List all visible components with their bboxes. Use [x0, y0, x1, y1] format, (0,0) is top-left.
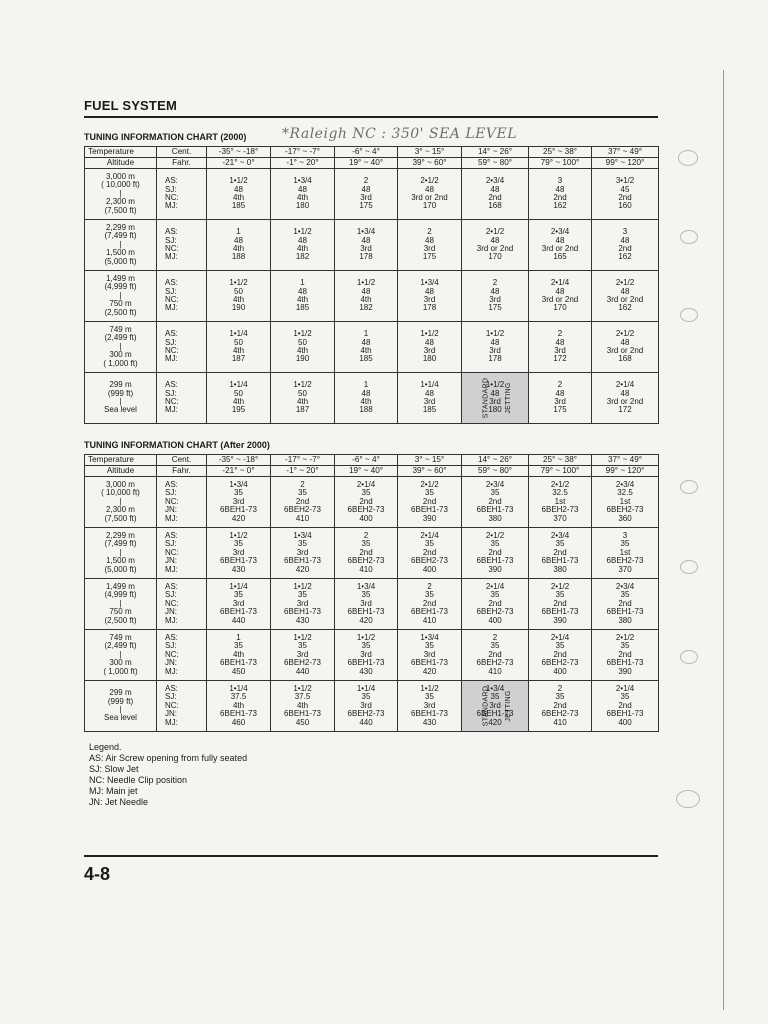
setting-labels: AS: SJ: NC: JN: MJ: [157, 681, 207, 732]
setting-values: 2•1/2 35 2nd 6BEH1-73 390 [462, 528, 529, 579]
setting-values: 1•1/2 48 4th 182 [271, 220, 335, 271]
tuning-chart-2000 [84, 146, 659, 424]
setting-values: 1•3/4 35 3rd 6BEH1-73 420 [271, 528, 335, 579]
altitude-range: 2,299 m (7,499 ft) | 1,500 m (5,000 ft) [85, 220, 157, 271]
cent-label: Cent. [157, 147, 207, 158]
altitude-header: Altitude [85, 466, 157, 477]
setting-values: 2 35 2nd 6BEH2-73 410 [271, 477, 335, 528]
setting-values: 1•1/2 48 4th 185 [207, 169, 271, 220]
header-row-cent [85, 455, 659, 466]
setting-values: 1 48 4th 188 [335, 373, 398, 424]
setting-values: 1•3/4 48 3rd 178 [398, 271, 462, 322]
altitude-range: 1,499 m (4,999 ft) | 750 m (2,500 ft) [85, 579, 157, 630]
fahr-range: 59° ~ 80° [462, 158, 529, 169]
header-row-cent [85, 147, 659, 158]
cent-range: 37° ~ 49° [592, 455, 659, 466]
binder-hole-mark [680, 480, 698, 494]
setting-values: 2 35 2nd 6BEH2-73 410 [529, 681, 592, 732]
setting-values: 2•1/2 48 3rd or 2nd 170 [462, 220, 529, 271]
setting-values: 2•3/4 32.5 1st 6BEH2-73 360 [592, 477, 659, 528]
setting-values: 2•1/2 32.5 1st 6BEH2-73 370 [529, 477, 592, 528]
setting-labels: AS: SJ: NC: MJ: [157, 271, 207, 322]
setting-values: 2•1/2 35 2nd 6BEH1-73 390 [529, 579, 592, 630]
fahr-range: 99° ~ 120° [592, 466, 659, 477]
standard-label: STANDARD [482, 685, 490, 727]
setting-values: 1 48 4th 185 [335, 322, 398, 373]
standard-jetting-cell [462, 681, 529, 732]
cent-range: 25° ~ 38° [529, 455, 592, 466]
setting-values: 2•1/4 48 3rd or 2nd 172 [592, 373, 659, 424]
setting-values: 2 48 3rd 175 [398, 220, 462, 271]
fahr-range: 19° ~ 40° [335, 158, 398, 169]
table-row [85, 579, 659, 630]
setting-values: 1•1/2 50 4th 187 [271, 373, 335, 424]
setting-values: 2•1/2 48 3rd or 2nd 168 [592, 322, 659, 373]
setting-labels: AS: SJ: NC: MJ: [157, 373, 207, 424]
legend-item: SJ: Slow Jet [89, 764, 139, 774]
setting-values: 1•1/4 37.5 4th 6BEH1-73 460 [207, 681, 271, 732]
title-rule [84, 116, 658, 118]
setting-values: 1•1/2 35 3rd 6BEH1-73 430 [335, 630, 398, 681]
table-row [85, 271, 659, 322]
binder-hole-mark [680, 650, 698, 664]
setting-values: 1 48 4th 185 [271, 271, 335, 322]
cent-range: -35° ~ -18° [207, 147, 271, 158]
binder-hole-mark [680, 230, 698, 244]
setting-values: 1•1/2 48 3rd 180 [485, 380, 505, 415]
setting-values: 1•1/2 50 4th 190 [207, 271, 271, 322]
cent-range: -17° ~ -7° [271, 455, 335, 466]
table-row [85, 477, 659, 528]
setting-labels: AS: SJ: NC: JN: MJ: [157, 528, 207, 579]
setting-values: 2•1/4 35 2nd 6BEH2-73 400 [335, 477, 398, 528]
section-title: FUEL SYSTEM [84, 98, 177, 113]
table-row [85, 169, 659, 220]
table-row [85, 528, 659, 579]
setting-values: 1•1/4 35 3rd 6BEH1-73 440 [207, 579, 271, 630]
setting-labels: AS: SJ: NC: JN: MJ: [157, 477, 207, 528]
jetting-label: JETTING [504, 690, 512, 722]
tuning-chart-after-2000 [84, 454, 659, 732]
handwritten-note: *Raleigh NC : 350' SEA LEVEL [282, 126, 517, 142]
setting-labels: AS: SJ: NC: JN: MJ: [157, 630, 207, 681]
cent-range: -6° ~ 4° [335, 147, 398, 158]
setting-values: 2 48 3rd 175 [462, 271, 529, 322]
altitude-range: 299 m (999 ft) | Sea level [85, 681, 157, 732]
fahr-range: 99° ~ 120° [592, 158, 659, 169]
altitude-header: Altitude [85, 158, 157, 169]
fahr-range: 79° ~ 100° [529, 158, 592, 169]
binder-hole-mark [680, 308, 698, 322]
altitude-range: 1,499 m (4,999 ft) | 750 m (2,500 ft) [85, 271, 157, 322]
cent-range: 3° ~ 15° [398, 455, 462, 466]
binder-hole-mark [676, 790, 700, 808]
altitude-range: 299 m (999 ft) | Sea level [85, 373, 157, 424]
header-row-fahr [85, 466, 659, 477]
setting-values: 3 35 1st 6BEH2-73 370 [592, 528, 659, 579]
binder-hole-mark [678, 150, 698, 166]
setting-values: 1 35 4th 6BEH1-73 450 [207, 630, 271, 681]
setting-values: 2•1/2 48 3rd or 2nd 162 [592, 271, 659, 322]
setting-values: 1•1/2 48 3rd 180 [398, 322, 462, 373]
standard-jetting-wrap [462, 685, 528, 727]
setting-labels: AS: SJ: NC: MJ: [157, 169, 207, 220]
cent-range: -6° ~ 4° [335, 455, 398, 466]
fahr-label: Fahr. [157, 466, 207, 477]
table-row [85, 220, 659, 271]
footer-rule [84, 855, 658, 857]
setting-values: 2 48 3rd 175 [529, 373, 592, 424]
legend-item: AS: Air Screw opening from fully seated [89, 753, 248, 763]
table-row [85, 322, 659, 373]
fahr-range: 59° ~ 80° [462, 466, 529, 477]
cent-range: -35° ~ -18° [207, 455, 271, 466]
altitude-range: 749 m (2,499 ft) | 300 m ( 1,000 ft) [85, 630, 157, 681]
setting-values: 2•1/4 35 2nd 6BEH2-73 400 [398, 528, 462, 579]
standard-label: STANDARD [482, 377, 490, 419]
setting-values: 2•1/2 48 3rd or 2nd 170 [398, 169, 462, 220]
table-row [85, 373, 659, 424]
fahr-range: -21° ~ 0° [207, 466, 271, 477]
table-row [85, 630, 659, 681]
setting-values: 1•3/4 48 4th 180 [271, 169, 335, 220]
setting-labels: AS: SJ: NC: MJ: [157, 322, 207, 373]
setting-values: 1•1/2 35 3rd 6BEH1-73 430 [207, 528, 271, 579]
setting-values: 3 48 2nd 162 [592, 220, 659, 271]
cent-range: 25° ~ 38° [529, 147, 592, 158]
setting-values: 2•1/4 35 2nd 6BEH2-73 400 [462, 579, 529, 630]
setting-values: 1•3/4 35 3rd 6BEH1-73 420 [398, 630, 462, 681]
cent-range: 3° ~ 15° [398, 147, 462, 158]
cent-label: Cent. [157, 455, 207, 466]
setting-values: 1•1/4 50 4th 195 [207, 373, 271, 424]
standard-jetting-wrap [462, 377, 528, 419]
setting-values: 2•3/4 48 2nd 168 [462, 169, 529, 220]
setting-values: 1•3/4 35 3rd 6BEH1-73 420 [207, 477, 271, 528]
cent-range: -17° ~ -7° [271, 147, 335, 158]
setting-values: 1•3/4 35 3rd 6BEH1-73 420 [476, 684, 514, 727]
cent-range: 37° ~ 49° [592, 147, 659, 158]
setting-values: 1•1/2 35 3rd 6BEH1-73 430 [271, 579, 335, 630]
legend-title: Legend. [89, 742, 122, 752]
setting-values: 2 48 3rd 172 [529, 322, 592, 373]
setting-values: 1•1/4 50 4th 187 [207, 322, 271, 373]
setting-values: 2•1/2 35 2nd 6BEH1-73 390 [592, 630, 659, 681]
page-number: 4-8 [84, 864, 111, 884]
legend [89, 742, 247, 808]
setting-values: 2•1/2 35 2nd 6BEH1-73 390 [398, 477, 462, 528]
setting-values: 2•1/4 48 3rd or 2nd 170 [529, 271, 592, 322]
altitude-range: 3,000 m ( 10,000 ft) | 2,300 m (7,500 ft) [85, 477, 157, 528]
setting-values: 1•1/2 48 4th 182 [335, 271, 398, 322]
setting-values: 2•3/4 35 2nd 6BEH1-73 380 [462, 477, 529, 528]
setting-values: 2•3/4 35 2nd 6BEH1-73 380 [592, 579, 659, 630]
setting-values: 1•1/2 37.5 4th 6BEH1-73 450 [271, 681, 335, 732]
table-row [85, 681, 659, 732]
setting-values: 2 35 2nd 6BEH2-73 410 [335, 528, 398, 579]
setting-labels: AS: SJ: NC: JN: MJ: [157, 579, 207, 630]
fahr-range: 39° ~ 60° [398, 466, 462, 477]
altitude-range: 749 m (2,499 ft) | 300 m ( 1,000 ft) [85, 322, 157, 373]
setting-values: 2•1/4 35 2nd 6BEH1-73 400 [592, 681, 659, 732]
setting-values: 2 35 2nd 6BEH1-73 410 [398, 579, 462, 630]
setting-values: 1•1/2 35 3rd 6BEH1-73 430 [398, 681, 462, 732]
setting-values: 1•1/4 35 3rd 6BEH2-73 440 [335, 681, 398, 732]
setting-values: 3 48 2nd 162 [529, 169, 592, 220]
chart2-title: TUNING INFORMATION CHART (After 2000) [84, 440, 270, 450]
binder-hole-mark [680, 560, 698, 574]
setting-values: 1 48 4th 188 [207, 220, 271, 271]
setting-values: 2 48 3rd 175 [335, 169, 398, 220]
setting-values: 2•1/4 35 2nd 6BEH2-73 400 [529, 630, 592, 681]
setting-values: 1•1/2 50 4th 190 [271, 322, 335, 373]
chart1-title: TUNING INFORMATION CHART (2000) [84, 132, 247, 142]
setting-values: 1•1/4 48 3rd 185 [398, 373, 462, 424]
fahr-range: 19° ~ 40° [335, 466, 398, 477]
temperature-header: Temperature [85, 147, 157, 158]
setting-values: 3•1/2 45 2nd 160 [592, 169, 659, 220]
legend-item: NC: Needle Clip position [89, 775, 188, 785]
setting-values: 1•3/4 48 3rd 178 [335, 220, 398, 271]
setting-values: 1•3/4 35 3rd 6BEH1-73 420 [335, 579, 398, 630]
legend-item: MJ: Main jet [89, 786, 138, 796]
fahr-range: 39° ~ 60° [398, 158, 462, 169]
binder-edge-line [723, 70, 724, 1010]
cent-range: 14° ~ 26° [462, 147, 529, 158]
fahr-range: 79° ~ 100° [529, 466, 592, 477]
setting-labels: AS: SJ: NC: MJ: [157, 220, 207, 271]
fahr-range: -1° ~ 20° [271, 466, 335, 477]
fahr-range: -21° ~ 0° [207, 158, 271, 169]
cent-range: 14° ~ 26° [462, 455, 529, 466]
altitude-range: 3,000 m ( 10,000 ft) | 2,300 m (7,500 ft) [85, 169, 157, 220]
legend-item: JN: Jet Needle [89, 797, 149, 807]
fahr-range: -1° ~ 20° [271, 158, 335, 169]
header-row-fahr [85, 158, 659, 169]
temperature-header: Temperature [85, 455, 157, 466]
standard-jetting-cell [462, 373, 529, 424]
setting-values: 2•3/4 35 2nd 6BEH1-73 380 [529, 528, 592, 579]
setting-values: 1•1/2 48 3rd 178 [462, 322, 529, 373]
altitude-range: 2,299 m (7,499 ft) | 1,500 m (5,000 ft) [85, 528, 157, 579]
setting-values: 2•3/4 48 3rd or 2nd 165 [529, 220, 592, 271]
setting-values: 1•1/2 35 3rd 6BEH2-73 440 [271, 630, 335, 681]
fahr-label: Fahr. [157, 158, 207, 169]
setting-values: 2 35 2nd 6BEH2-73 410 [462, 630, 529, 681]
jetting-label: JETTING [504, 382, 512, 414]
